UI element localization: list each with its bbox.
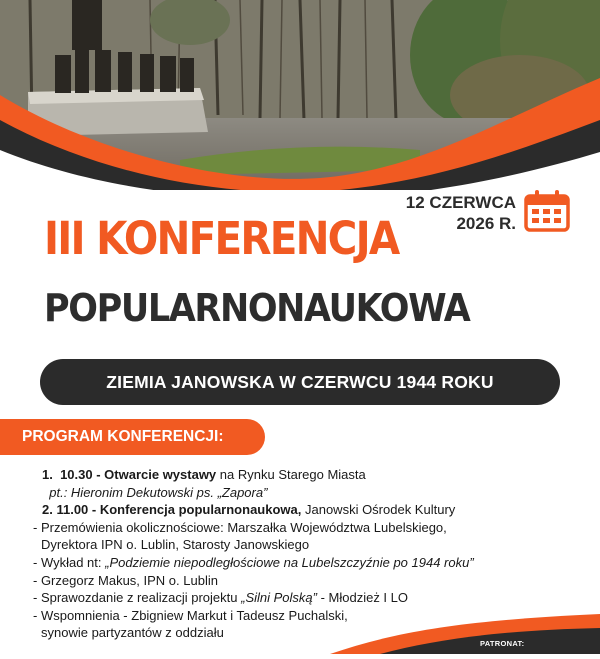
calendar-icon — [523, 189, 571, 238]
item-2-title: 11.00 - Konferencja popularnonaukowa, — [56, 502, 302, 518]
item-1-sub-prefix: pt.: — [49, 484, 71, 500]
item-2-place: Janowski Ośrodek Kultury — [301, 502, 456, 518]
program-line-2 — [33, 554, 573, 572]
event-date — [382, 192, 516, 234]
program-item-2 — [33, 501, 573, 519]
program-header-text: PROGRAM KONFERENCJI: — [22, 428, 224, 445]
line-2-prefix: - Wykład nt: — [33, 554, 106, 570]
program-item-1-sub — [33, 484, 573, 502]
item-1-title: 10.30 - Otwarcie wystawy — [60, 467, 217, 482]
item-1-sub-title: Hieronim Dekutowski ps. „Zapora” — [70, 484, 268, 500]
program-line-1b: Dyrektora IPN o. Lublin, Starosty Janowskiego — [41, 537, 310, 553]
line-4-title: „Silni Polską” — [241, 590, 317, 606]
program-line-5b: synowie partyzantów z oddziału — [41, 625, 224, 641]
program-item-1 — [33, 466, 573, 484]
item-2-number: 2. — [42, 502, 53, 518]
program-line-1: - Przemówienia okolicznościowe: Marszałka Województwa Lubelskiego, — [33, 519, 447, 535]
program-line-5: - Wspomnienia - Zbigniew Markut i Tadeusz Puchalski, — [33, 607, 348, 623]
patronat-label: PATRONAT: — [480, 639, 525, 648]
line-2-title: „Podziemie niepodległościowe na Lubelszczyźnie po 1944 roku” — [105, 554, 474, 570]
program-header — [0, 419, 265, 455]
subtitle-text: ZIEMIA JANOWSKA W CZERWCU 1944 ROKU — [106, 371, 494, 392]
item-1-number: 1. — [42, 467, 53, 482]
bottom-wave — [0, 600, 600, 659]
line-4-suffix: - Młodzież I LO — [316, 590, 408, 606]
date-line-2: 2026 R. — [456, 214, 516, 233]
header-photo — [0, 0, 600, 190]
subtitle-banner — [40, 359, 560, 405]
date-line-1: 12 CZERWCA — [405, 193, 516, 212]
line-4-prefix: - Sprawozdanie z realizacji projektu — [33, 590, 242, 606]
title-line-2: POPULARNONAUKOWA — [44, 286, 470, 330]
program-line-3: - Grzegorz Makus, IPN o. Lublin — [33, 572, 218, 588]
item-1-place: na Rynku Starego Miasta — [216, 467, 366, 482]
title-line-1: III KONFERENCJA — [44, 212, 399, 265]
